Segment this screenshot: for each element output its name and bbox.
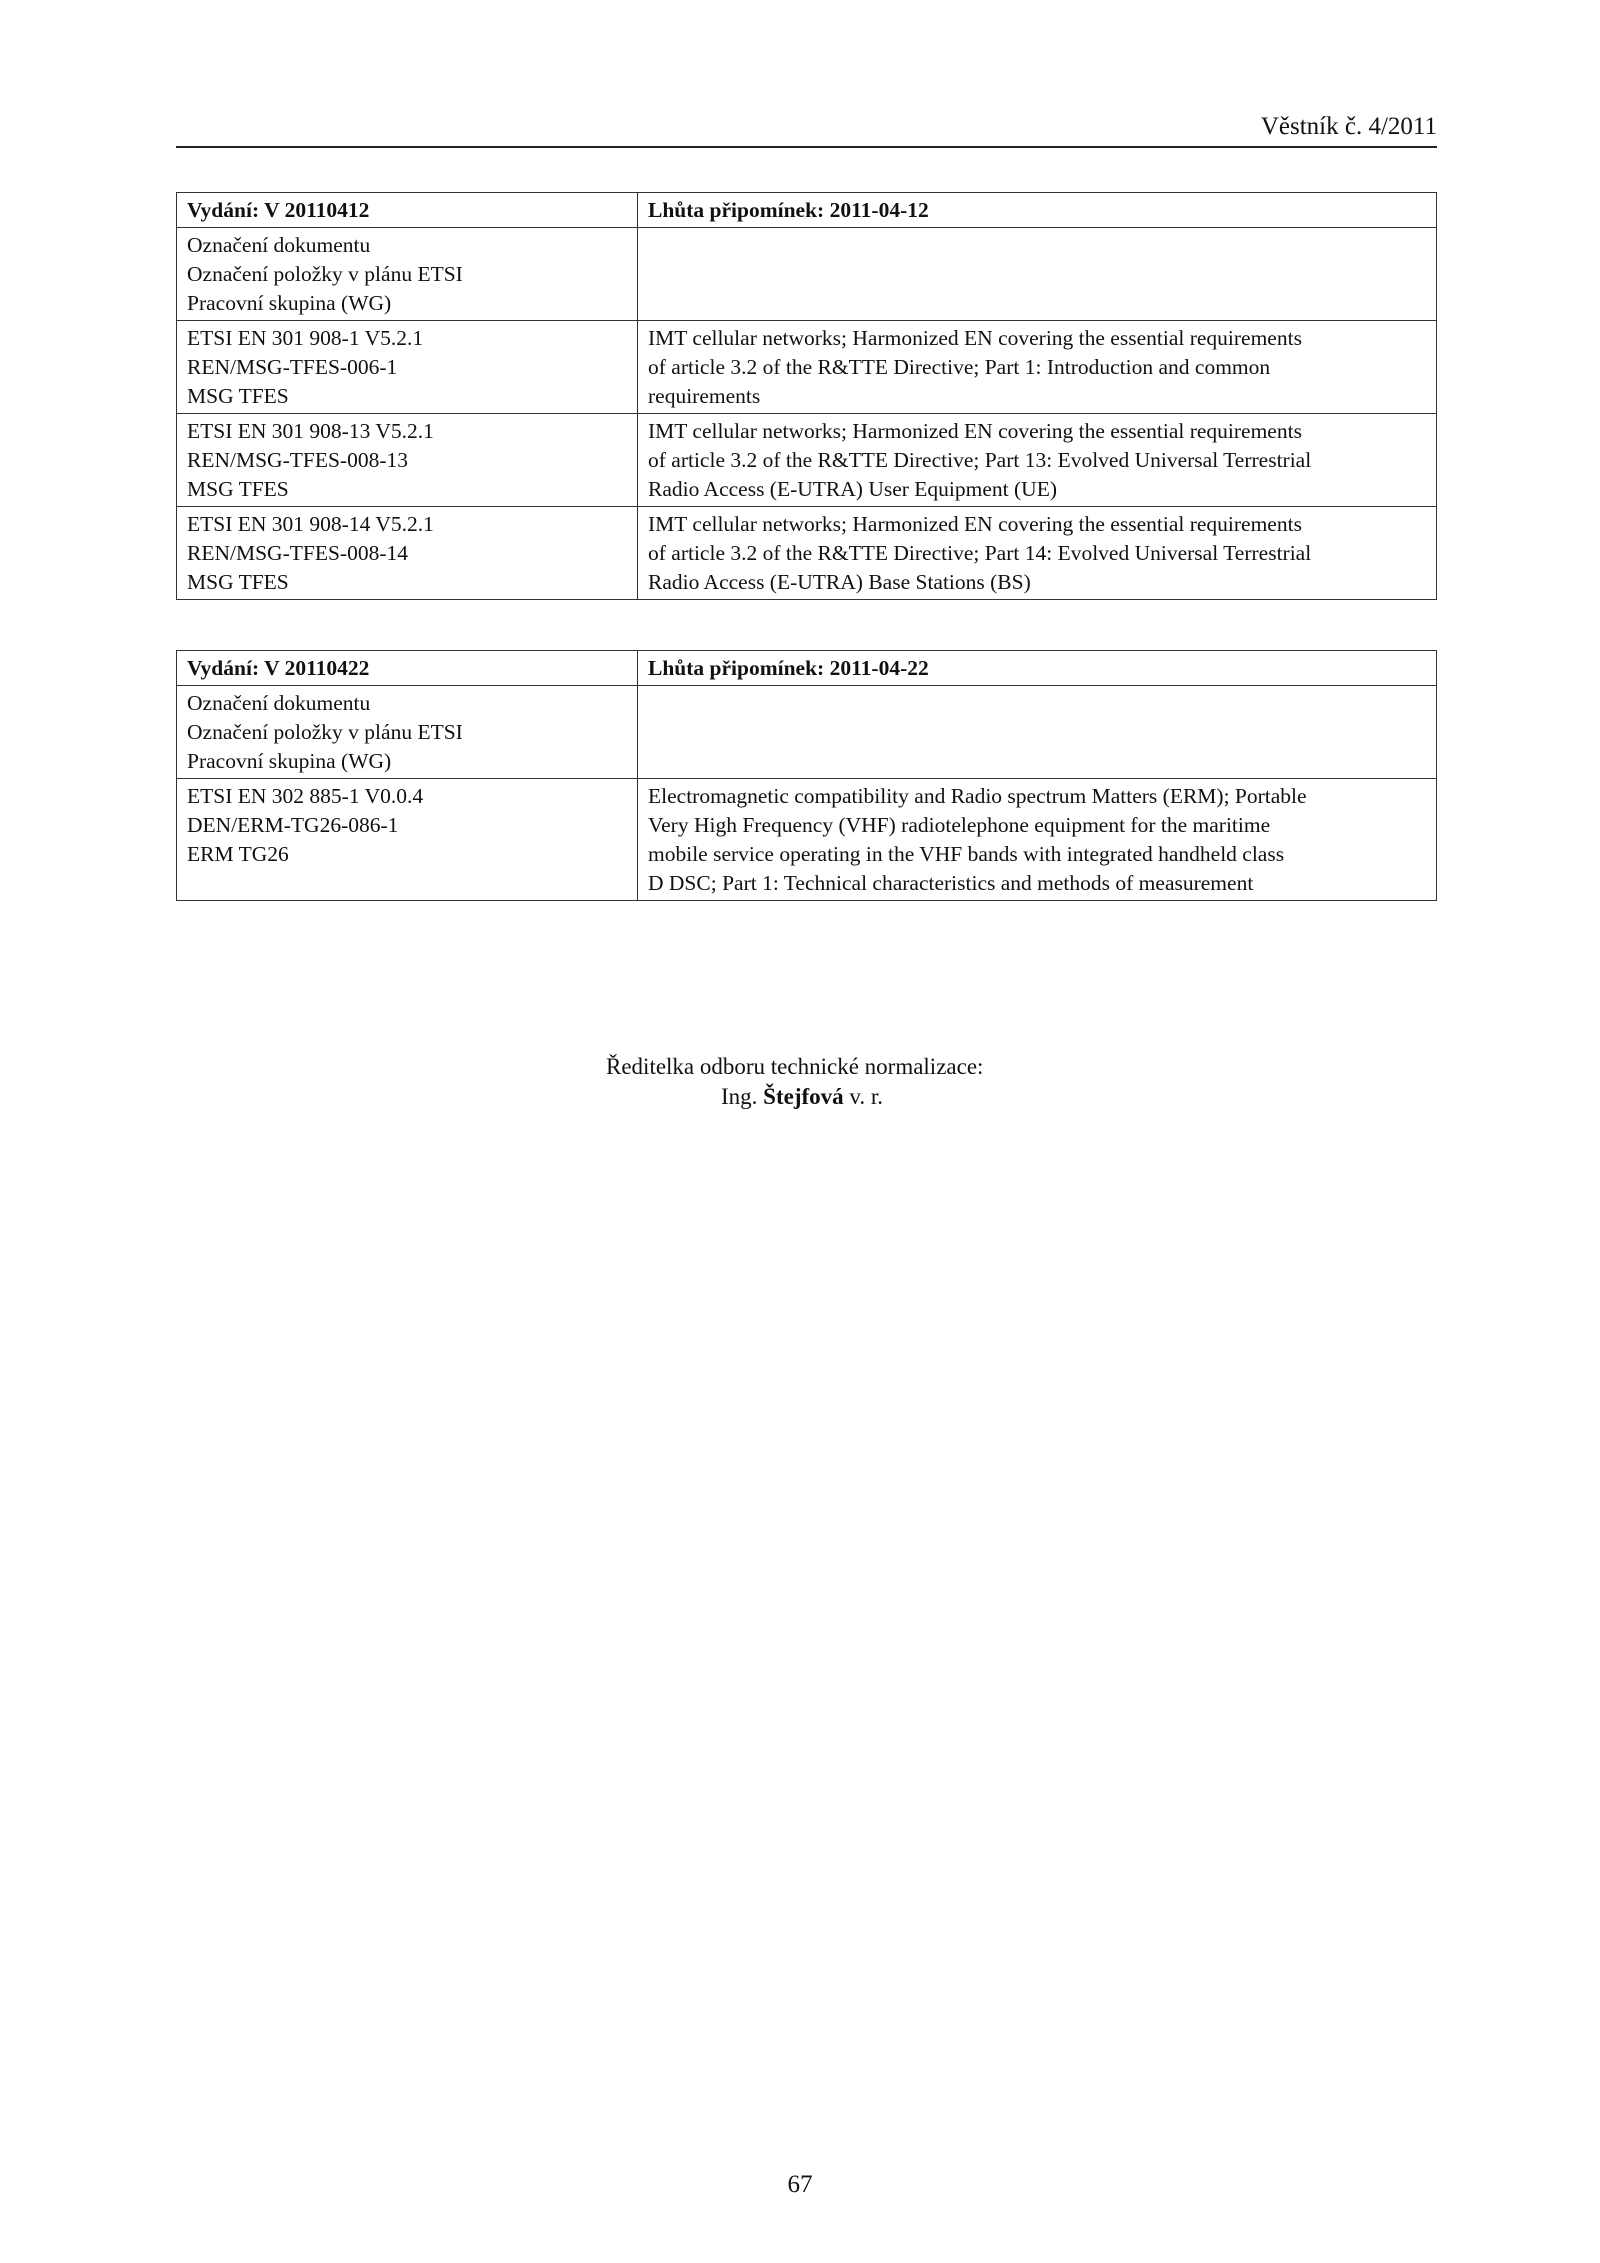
document-title-cell xyxy=(638,414,1437,507)
title-line: of article 3.2 of the R&TTE Directive; Part 14: Evolved Universal Terrestrial xyxy=(648,541,1312,565)
etsi-table-1 xyxy=(176,192,1437,600)
title-line: D DSC; Part 1: Technical characteristics and methods of measurement xyxy=(648,871,1254,895)
working-group: MSG TFES xyxy=(187,384,289,408)
document-code: ETSI EN 301 908-13 V5.2.1 xyxy=(187,419,434,443)
table-header-row xyxy=(177,193,1437,228)
work-item: REN/MSG-TFES-008-13 xyxy=(187,448,408,472)
subheader-line: Označení položky v plánu ETSI xyxy=(187,262,463,286)
page-number: 67 xyxy=(787,2171,813,2198)
header-divider xyxy=(176,146,1437,148)
work-item: REN/MSG-TFES-006-1 xyxy=(187,355,398,379)
document-code: ETSI EN 301 908-1 V5.2.1 xyxy=(187,326,424,350)
title-line: Radio Access (E-UTRA) User Equipment (UE) xyxy=(648,477,1057,501)
table-row xyxy=(177,414,1437,507)
deadline-label: Lhůta připomínek: 2011-04-22 xyxy=(638,651,1437,686)
table-subheader-row xyxy=(177,686,1437,779)
table-row xyxy=(177,321,1437,414)
subheader-line: Pracovní skupina (WG) xyxy=(187,291,392,315)
document-id-cell xyxy=(177,414,638,507)
work-item: REN/MSG-TFES-008-14 xyxy=(187,541,408,565)
title-line: IMT cellular networks; Harmonized EN covering the essential requirements xyxy=(648,419,1302,443)
document-title-cell xyxy=(638,779,1437,901)
signatory-title: Ředitelka odboru technické normalizace: xyxy=(606,1054,984,1079)
title-line: Electromagnetic compatibility and Radio spectrum Matters (ERM); Portable xyxy=(648,784,1307,808)
subheader-empty-cell xyxy=(638,686,1437,779)
subheader-empty-cell xyxy=(638,228,1437,321)
subheader-cell xyxy=(177,686,638,779)
document-code: ETSI EN 302 885-1 V0.0.4 xyxy=(187,784,424,808)
document-title-cell xyxy=(638,507,1437,600)
title-line: requirements xyxy=(648,384,761,408)
document-id-cell xyxy=(177,507,638,600)
subheader-line: Označení položky v plánu ETSI xyxy=(187,720,463,744)
document-id-cell xyxy=(177,321,638,414)
title-line: of article 3.2 of the R&TTE Directive; Part 1: Introduction and common xyxy=(648,355,1271,379)
signatory-name-line xyxy=(606,1082,983,1112)
issue-label: Vydání: V 20110422 xyxy=(177,651,638,686)
subheader-cell xyxy=(177,228,638,321)
table-row xyxy=(177,779,1437,901)
title-line: Radio Access (E-UTRA) Base Stations (BS) xyxy=(648,570,1031,594)
subheader-line: Označení dokumentu xyxy=(187,691,371,715)
subheader-line: Pracovní skupina (WG) xyxy=(187,749,392,773)
title-line: of article 3.2 of the R&TTE Directive; Part 13: Evolved Universal Terrestrial xyxy=(648,448,1312,472)
document-code: ETSI EN 301 908-14 V5.2.1 xyxy=(187,512,434,536)
deadline-label: Lhůta připomínek: 2011-04-12 xyxy=(638,193,1437,228)
working-group: MSG TFES xyxy=(187,570,289,594)
title-line: IMT cellular networks; Harmonized EN covering the essential requirements xyxy=(648,326,1302,350)
subheader-line: Označení dokumentu xyxy=(187,233,371,257)
document-title-cell xyxy=(638,321,1437,414)
signatory-name: Štejfová xyxy=(763,1084,844,1109)
working-group: ERM TG26 xyxy=(187,842,289,866)
signatory-suffix: v. r. xyxy=(849,1084,884,1109)
journal-header: Věstník č. 4/2011 xyxy=(1260,113,1437,140)
title-line: mobile service operating in the VHF bands with integrated handheld class xyxy=(648,842,1285,866)
working-group: MSG TFES xyxy=(187,477,289,501)
work-item: DEN/ERM-TG26-086-1 xyxy=(187,813,399,837)
issue-label: Vydání: V 20110412 xyxy=(177,193,638,228)
signature-block xyxy=(606,1052,983,1112)
signatory-prefix: Ing. xyxy=(721,1084,758,1109)
title-line: IMT cellular networks; Harmonized EN covering the essential requirements xyxy=(648,512,1302,536)
etsi-table-2 xyxy=(176,650,1437,901)
table-row xyxy=(177,507,1437,600)
table-subheader-row xyxy=(177,228,1437,321)
title-line: Very High Frequency (VHF) radiotelephone equipment for the maritime xyxy=(648,813,1271,837)
table-header-row xyxy=(177,651,1437,686)
document-id-cell xyxy=(177,779,638,901)
